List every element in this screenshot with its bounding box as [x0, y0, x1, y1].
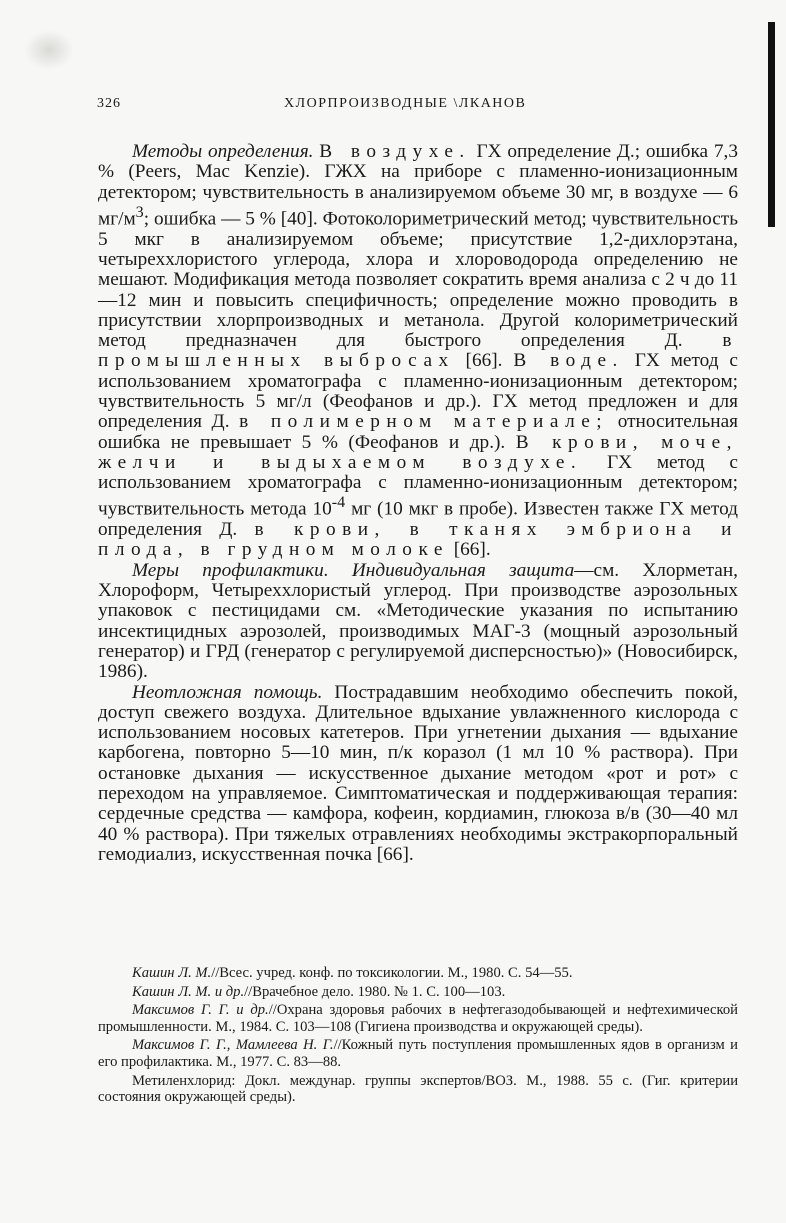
methods-spaced-3: В воде. [513, 350, 624, 372]
methods-spaced-5: В крови, моче, желчи и выдыхаемом воздухе. [98, 431, 738, 473]
running-title: ХЛОРПРОИЗВОДНЫЕ \ЛКАНОВ [284, 96, 527, 111]
methods-text-6: относительная ошибка не превышает 5 % (Феофанов и др.). [98, 411, 738, 453]
reference-author: Кашин Л. М. [132, 965, 212, 981]
methods-text-2: ГХ определение Д.; ошибка 7,3 % (Peers, Mac Kenzie). ГЖХ на приборе с пламенно-ионизационным детектором; чувствительность в анализируемом объеме 30 мг, в воздухе — 6 мг/м [98, 141, 738, 230]
emergency-text: Пострадавшим необходимо обеспечить покой, доступ свежего воздуха. Длительное вдыхание увлажненного кислорода с использованием носовых катетеров. При угнетении дыхания — вдыхание карбогена, повторно 5—10 мин, п/к коразол (1 мл 10 % раствора). При остановке дыхания — искусственное дыхание методом «рот и рот» с переходом на управляемое. Симптоматическая и поддерживающая терапия: сердечные средства — камфора, кофеин, кордиамин, глюкоза в/в (30—40 мл 40 % раствора). При тяжелых отравлениях необходимы экстракорпоральный гемодиализ, искусственная почка [66]. [98, 681, 738, 865]
reference-text: //Врачебное дело. 1980. № 1. С. 100—103. [244, 983, 506, 1000]
prevention-title: Меры профилактики. Индивидуальная защита [132, 559, 575, 581]
reference-author: Кашин Л. М. и др. [132, 983, 245, 1000]
page-number: 326 [97, 96, 121, 111]
scan-edge-bar [768, 22, 775, 227]
reference-author: Максимов Г. Г. и др. [132, 1002, 269, 1019]
methods-spaced-2: в промышленных выбросах [98, 330, 738, 372]
methods-sup-1: 3 [135, 203, 144, 221]
emergency-title: Неотложная помощь. [132, 681, 323, 703]
reference-item [98, 984, 738, 1001]
prevention-text: —см. Хлорметан, Хлороформ, Четыреххлористый углерод. При производстве аэрозольных упаковок с пестицидами см. «Методические указания по испытанию инсектицидных аэрозолей, производимых МАГ-3 (мощный аэрозольный генератор) и ГРД (генератор с регулируемой дисперсностью)» (Новосибирск, 1986). [98, 559, 738, 683]
reference-text: //Кожный путь поступления промышленных ядов в организм и его профилактика. М., 1977. С. 83—88. [98, 1037, 738, 1070]
reference-text: //Охрана здоровья рабочих в нефтегазодобывающей и нефтехимической промышленности. М., 1984. С. 103—108 (Гигиена производства и окружающей среды). [98, 1002, 738, 1035]
methods-text-7: ГХ метод с использованием хроматографа с пламенно-ионизационным детектором; чувствительность метода 10 [98, 451, 738, 520]
prevention-paragraph [98, 561, 738, 683]
references [98, 965, 738, 1108]
methods-text-3: ; ошибка — 5 % [40]. Фотоколориметрический метод; чувствительность 5 мкг в анализируемом объеме; присутствие 1,2-дихлорэтана, четыреххлористого углерода, хлора и хлороводорода определению не мешают. Модификация метода позволяет сократить время анализа с 2 ч до 11—12 мин и повысить специфичность; определение можно проводить в присутствии хлорпроизводных и метанола. Другой колориметрический метод предназначен для быстрого определения Д. [98, 208, 738, 352]
methods-text-9: [66]. [448, 539, 491, 561]
reference-item [98, 965, 738, 982]
emergency-paragraph [98, 683, 738, 866]
methods-title: Методы определения. [132, 141, 314, 162]
reference-text: //Всес. учред. конф. по токсикологии. М., 1980. С. 54—55. [211, 965, 573, 981]
methods-spaced-1: В воздухе. [319, 141, 471, 162]
methods-spaced-4: в полимерном материале; [239, 411, 609, 433]
methods-text-5: ГХ метод с использованием хроматографа с пламенно-ионизационным детектором; чувствительность 5 мг/л (Феофанов и др.). ГХ метод предложен и для определения Д. [98, 350, 738, 433]
methods-text-8: мг (10 мкг в пробе). Известен также ГХ метод определения Д. [98, 498, 738, 541]
methods-sup-2: -4 [331, 494, 346, 512]
methods-spaced-6: в крови, в тканях эмбриона и плода, в грудном молоке [98, 519, 738, 561]
methods-paragraph [98, 142, 738, 561]
scan-smudge [24, 30, 74, 70]
reference-item [98, 1073, 738, 1106]
reference-item [98, 1037, 738, 1070]
main-text [98, 142, 738, 865]
reference-item [98, 1002, 738, 1035]
methods-text-4: [66]. [454, 350, 514, 372]
reference-author: Максимов Г. Г., Мамлеева Н. Г. [132, 1037, 334, 1054]
reference-text: Метиленхлорид: Докл. междунар. группы экспертов/ВОЗ. М., 1988. 55 с. (Гиг. критерии состояния окружающей среды). [98, 1072, 738, 1106]
